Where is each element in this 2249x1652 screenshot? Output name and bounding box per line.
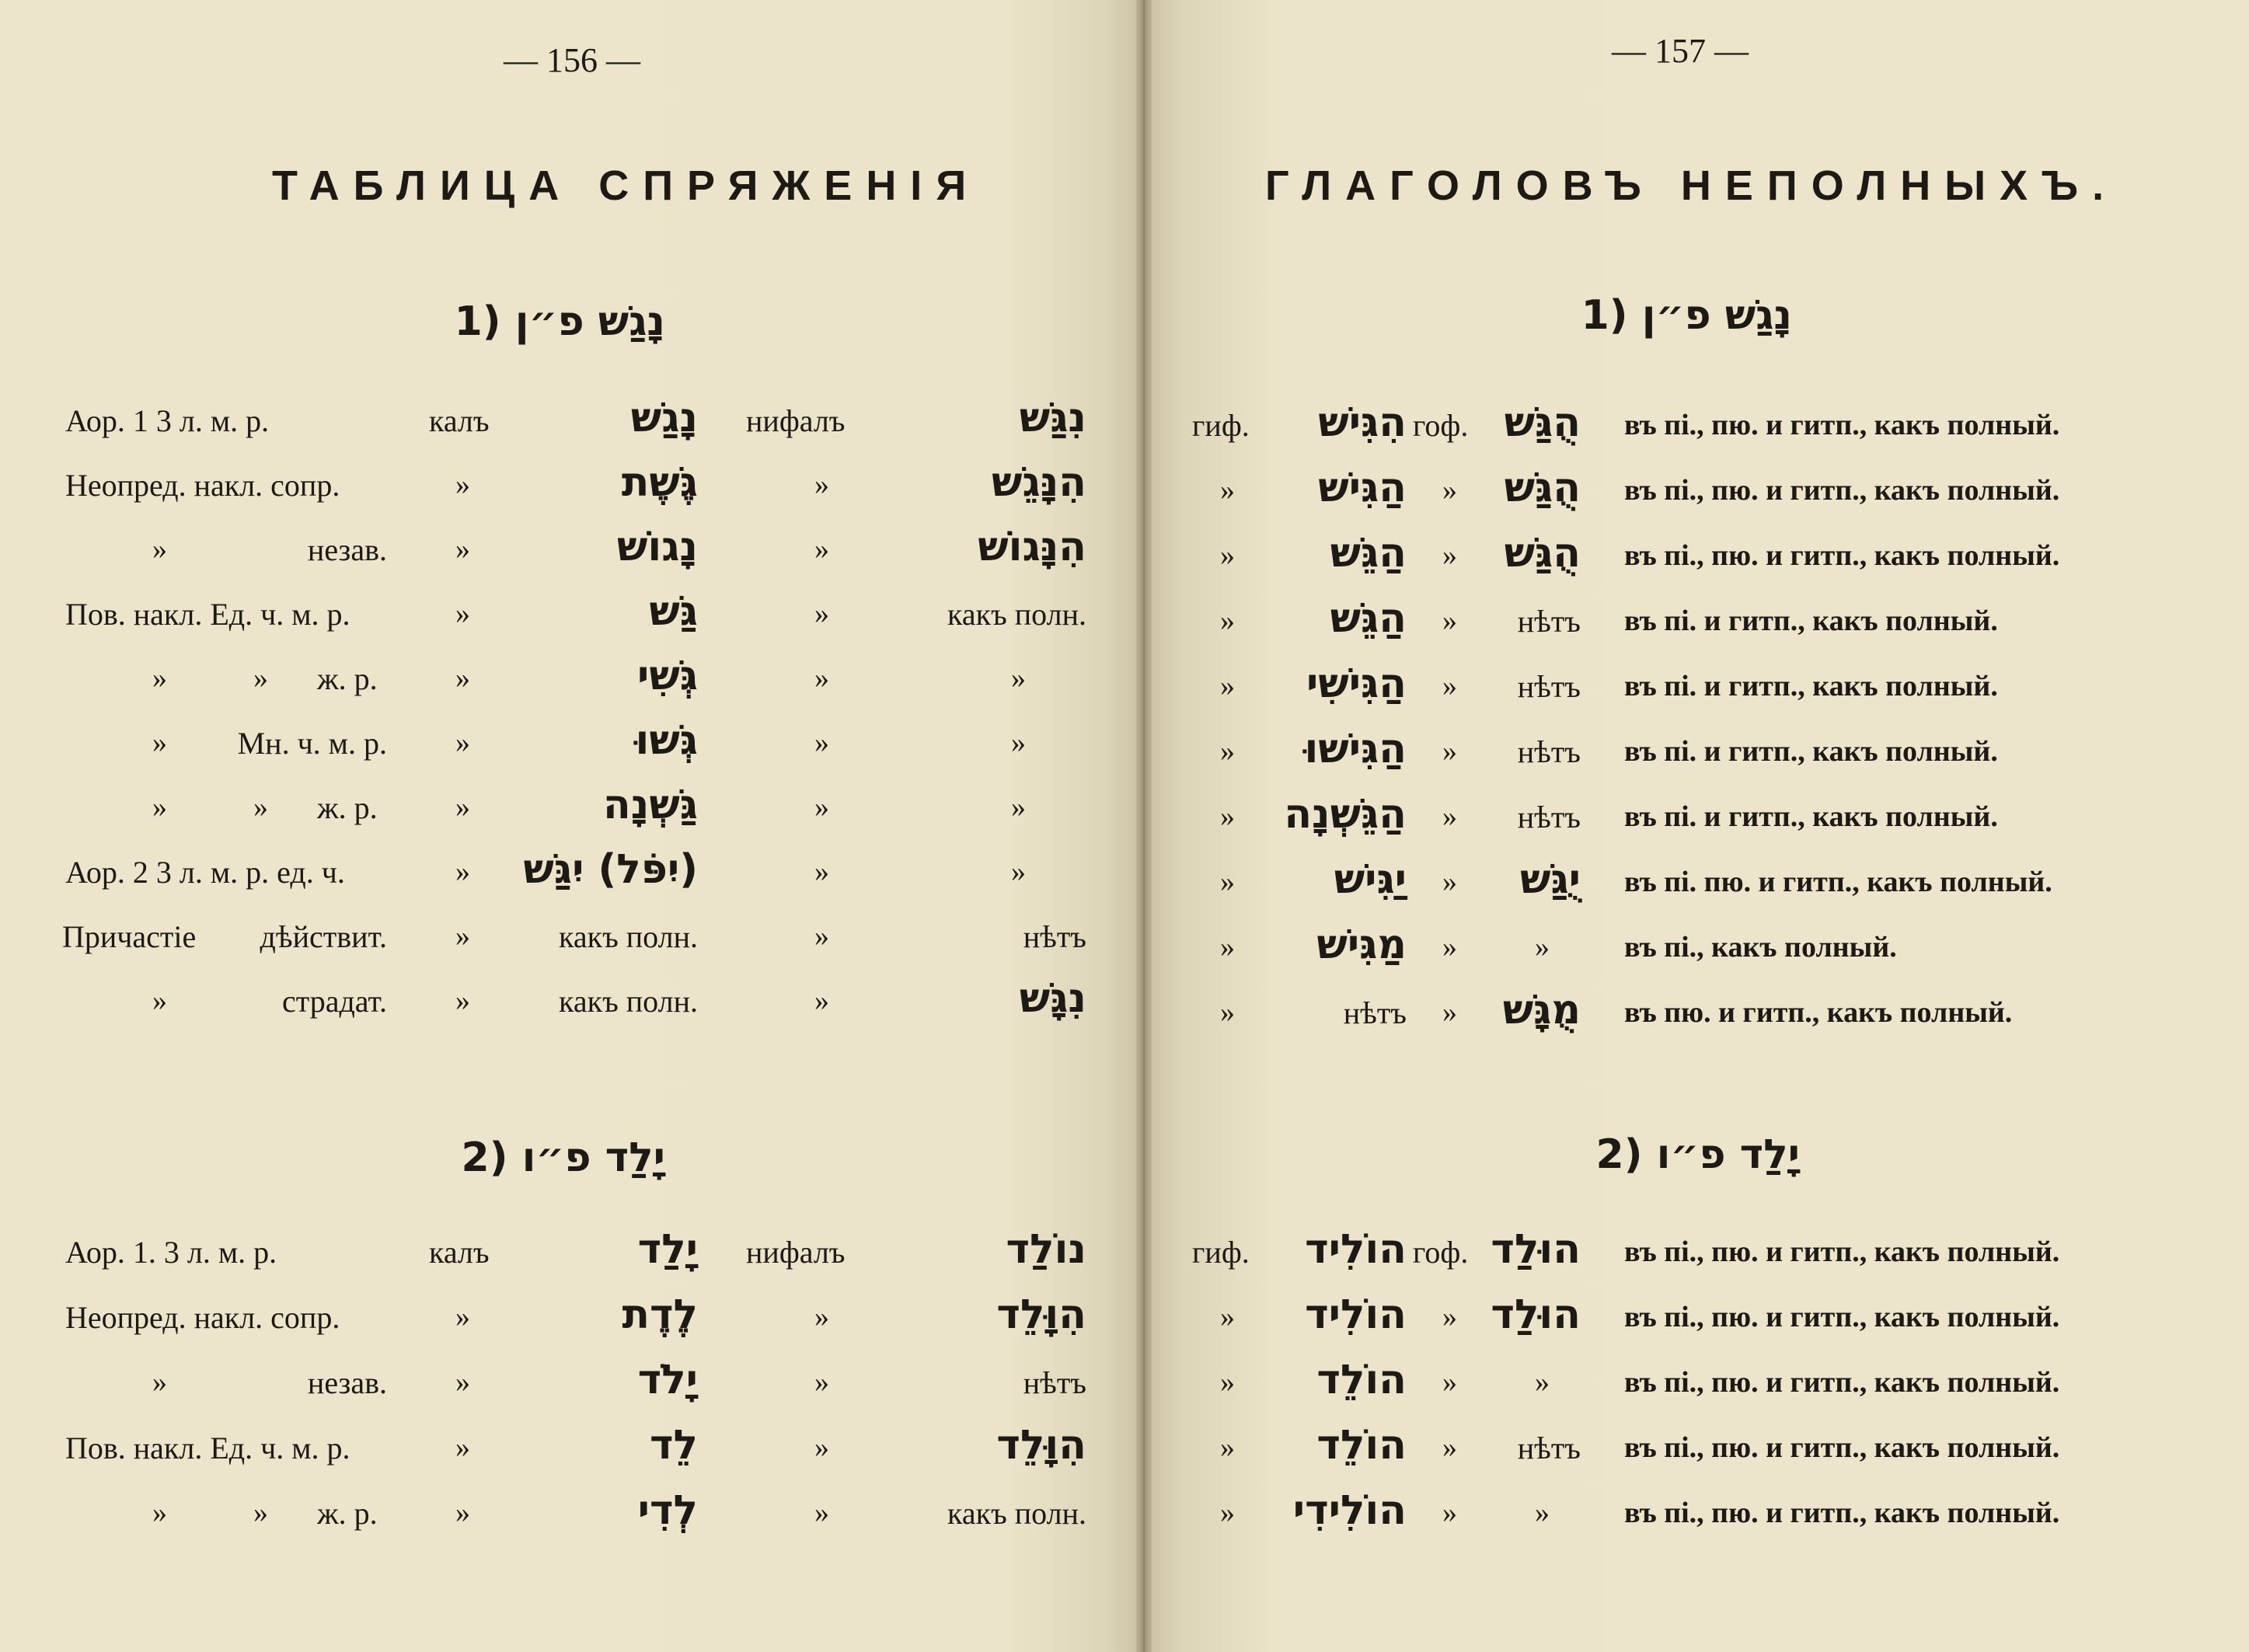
heb1-cell: לֶדֶת bbox=[622, 1291, 698, 1338]
note-cell: въ пі. и гитп., какъ полный. bbox=[1624, 735, 1998, 768]
note-cell: въ пі., пю. и гитп., какъ полный. bbox=[1624, 1236, 2060, 1268]
note-cell: въ пі., пю. и гитп., какъ полный. bbox=[1624, 1301, 2060, 1333]
book-spine bbox=[1136, 0, 1152, 1652]
heb2-cell: נוֹלַד bbox=[1006, 1226, 1086, 1273]
heb2-cell: » bbox=[1011, 856, 1026, 888]
row-label: » bbox=[152, 985, 167, 1017]
heb1-cell: גַּשְׁנָה bbox=[603, 782, 698, 828]
heb1-cell: הוֹלֵד bbox=[1316, 1357, 1407, 1403]
note-cell: въ пі., пю. и гитп., какъ полный. bbox=[1624, 1497, 2060, 1529]
heb2-cell: какъ полн. bbox=[947, 597, 1086, 632]
col-gif: » bbox=[1220, 1366, 1235, 1399]
col1-cell: » bbox=[455, 1366, 470, 1399]
col-gif: » bbox=[1220, 474, 1235, 507]
row-label: страдат. bbox=[281, 984, 387, 1019]
col1-cell: » bbox=[455, 985, 470, 1017]
col2-cell: » bbox=[814, 662, 829, 695]
row-label: Аор. 1 3 л. м. р. bbox=[65, 403, 270, 438]
heb2-cell: нѣтъ bbox=[1517, 734, 1581, 769]
row-label: Аор. 2 3 л. м. р. ед. ч. bbox=[65, 855, 345, 890]
heb1-cell: (יִפֹּל) יִגַּשׁ bbox=[523, 846, 698, 893]
col2-cell: » bbox=[814, 598, 829, 630]
heb1-cell: הַגֵּשׁ bbox=[1330, 595, 1407, 642]
col2-cell: » bbox=[814, 1366, 829, 1399]
note-cell: въ пі., пю. и гитп., какъ полный. bbox=[1624, 539, 2060, 572]
col2-cell: » bbox=[814, 985, 829, 1017]
col-gof: » bbox=[1442, 800, 1457, 833]
heb1-cell: יַגִּישׁ bbox=[1334, 856, 1407, 903]
col1-cell: » bbox=[455, 856, 470, 888]
col1-cell: » bbox=[455, 469, 470, 501]
col-gif: » bbox=[1220, 800, 1235, 833]
heb2-cell: » bbox=[1535, 1497, 1550, 1529]
col1-cell: » bbox=[455, 598, 470, 630]
row-label: » bbox=[253, 662, 268, 695]
heb2-cell: נִגַּשׁ bbox=[1019, 395, 1086, 441]
col2-cell: » bbox=[814, 791, 829, 824]
row-label: незав. bbox=[307, 532, 387, 567]
section2-heading-right: 2) יָלַד פ״ו bbox=[1595, 1131, 1800, 1178]
heb2-cell: нѣтъ bbox=[1517, 800, 1581, 835]
row-label: » bbox=[152, 533, 167, 566]
note-cell: въ пі., пю. и гитп., какъ полный. bbox=[1624, 474, 2060, 507]
col-gof: » bbox=[1442, 474, 1457, 507]
heb2-cell: הִוָּלֵד bbox=[996, 1291, 1086, 1338]
heb2-cell: הוּלַד bbox=[1491, 1226, 1581, 1273]
row-label: » bbox=[253, 791, 268, 824]
heb1-cell: נָגוֹשׁ bbox=[616, 524, 698, 570]
heb2-cell: הֻגַּשׁ bbox=[1504, 399, 1581, 446]
col2-cell: » bbox=[814, 1301, 829, 1333]
col-gof: » bbox=[1442, 605, 1457, 637]
col-gif: » bbox=[1220, 605, 1235, 637]
note-cell: въ пю. и гитп., какъ полный. bbox=[1624, 996, 2013, 1029]
heb2-cell: » bbox=[1535, 1366, 1550, 1399]
col1-cell: калъ bbox=[429, 403, 490, 438]
col-gif: » bbox=[1220, 539, 1235, 572]
note-cell: въ пі., пю. и гитп., какъ полный. bbox=[1624, 409, 2060, 441]
row-label: ж. р. bbox=[317, 1496, 378, 1531]
row-label: незав. bbox=[307, 1365, 387, 1400]
col2-cell: » bbox=[814, 920, 829, 953]
row-label: » bbox=[253, 1497, 268, 1529]
row-label: Аор. 1. 3 л. м. р. bbox=[65, 1235, 277, 1270]
heb2-cell: нѣтъ bbox=[1517, 669, 1581, 704]
heb1-cell: הַגִּישׁ bbox=[1318, 465, 1407, 511]
col2-cell: » bbox=[814, 1431, 829, 1464]
note-cell: въ пі., пю. и гитп., какъ полный. bbox=[1624, 1431, 2060, 1464]
row-label: Причастіе bbox=[62, 919, 197, 954]
row-label: ж. р. bbox=[317, 790, 378, 825]
col-gof: » bbox=[1442, 1301, 1457, 1333]
col2-cell: » bbox=[814, 469, 829, 501]
heb1-cell: הַגִּישִׁי bbox=[1306, 660, 1407, 707]
row-label: дѣйствит. bbox=[260, 919, 387, 954]
col-gif: » bbox=[1220, 996, 1235, 1029]
section1-heading-right: 1) נָגַשׁ פ״ן bbox=[1581, 292, 1792, 339]
title-right: ГЛАГОЛОВЪ НЕПОЛНЫХЪ. bbox=[1265, 162, 2118, 209]
heb2-cell: нѣтъ bbox=[1023, 1365, 1086, 1400]
row-label: Мн. ч. м. р. bbox=[237, 726, 387, 761]
col2-cell: » bbox=[814, 856, 829, 888]
heb1-cell: יָלֹד bbox=[637, 1357, 698, 1403]
col1-cell: калъ bbox=[429, 1235, 490, 1270]
row-label: » bbox=[152, 662, 167, 695]
col1-cell: » bbox=[455, 533, 470, 566]
col-gif: » bbox=[1220, 1301, 1235, 1333]
col-gof: » bbox=[1442, 670, 1457, 702]
heb1-cell: הוֹלִידִי bbox=[1292, 1487, 1407, 1534]
col2-cell: » bbox=[814, 727, 829, 759]
col-gif: » bbox=[1220, 670, 1235, 702]
title-left: ТАБЛИЦА СПРЯЖЕНІЯ bbox=[272, 162, 981, 209]
col2-cell: » bbox=[814, 533, 829, 566]
heb1-cell: הִגִּישׁ bbox=[1318, 399, 1407, 446]
heb1-cell: מַגִּישׁ bbox=[1316, 922, 1407, 968]
heb2-cell: נִגָּשׁ bbox=[1019, 975, 1086, 1022]
heb1-cell: גְּשׁוּ bbox=[635, 717, 698, 764]
heb2-cell: הִנָּגֵשׁ bbox=[992, 459, 1086, 506]
col2-cell: нифалъ bbox=[746, 1235, 846, 1270]
col-gof: » bbox=[1442, 996, 1457, 1029]
section2-heading-left: 2) יָלַד פ״ו bbox=[461, 1134, 665, 1181]
row-label: » bbox=[152, 791, 167, 824]
heb2-cell: יֻגַּשׁ bbox=[1520, 856, 1581, 903]
heb2-cell: » bbox=[1011, 727, 1026, 759]
col1-cell: » bbox=[455, 1497, 470, 1529]
row-label: Неопред. накл. сопр. bbox=[65, 468, 340, 503]
heb2-cell: » bbox=[1011, 662, 1026, 695]
col-gof: » bbox=[1442, 931, 1457, 964]
heb2-cell: какъ полн. bbox=[947, 1496, 1086, 1531]
note-cell: въ пі., пю. и гитп., какъ полный. bbox=[1624, 1366, 2060, 1399]
heb1-cell: הוֹלִיד bbox=[1305, 1226, 1407, 1273]
col2-cell: » bbox=[814, 1497, 829, 1529]
heb1-cell: גְּשִׁי bbox=[637, 653, 698, 699]
heb1-cell: הַגִּישׁוּ bbox=[1304, 726, 1407, 772]
col-gof: » bbox=[1442, 866, 1457, 898]
col-gif: » bbox=[1220, 866, 1235, 898]
col-gof: » bbox=[1442, 735, 1457, 768]
col-gof: » bbox=[1442, 539, 1457, 572]
heb2-cell: מֻגָּשׁ bbox=[1502, 987, 1581, 1033]
col-gof: » bbox=[1442, 1497, 1457, 1529]
heb1-cell: какъ полн. bbox=[559, 984, 698, 1019]
heb2-cell: » bbox=[1011, 791, 1026, 824]
row-label: » bbox=[152, 1497, 167, 1529]
heb1-cell: יָלַד bbox=[637, 1226, 698, 1273]
col-gif: гиф. bbox=[1192, 408, 1250, 443]
heb2-cell: הֻגַּשׁ bbox=[1504, 530, 1581, 577]
heb1-cell: הוֹלִיד bbox=[1305, 1291, 1407, 1338]
col-gif: гиф. bbox=[1192, 1235, 1250, 1270]
row-label: Неопред. накл. сопр. bbox=[65, 1300, 340, 1335]
heb2-cell: нѣтъ bbox=[1517, 1431, 1581, 1466]
row-label: » bbox=[152, 1366, 167, 1399]
heb1-cell: הַגֵּשׁ bbox=[1330, 530, 1407, 577]
col1-cell: » bbox=[455, 1301, 470, 1333]
heb1-cell: לְדִי bbox=[637, 1487, 698, 1534]
note-cell: въ пі. пю. и гитп., какъ полный. bbox=[1624, 866, 2052, 898]
heb2-cell: הִנָּגוֹשׁ bbox=[978, 524, 1086, 570]
page-number-right: — 157 — bbox=[1612, 32, 1749, 70]
heb2-cell: הוּלַד bbox=[1491, 1291, 1581, 1338]
row-label: ж. р. bbox=[317, 661, 378, 696]
row-label: » bbox=[152, 727, 167, 759]
heb1-cell: какъ полн. bbox=[559, 919, 698, 954]
note-cell: въ пі. и гитп., какъ полный. bbox=[1624, 605, 1998, 637]
col-gof: гоф. bbox=[1413, 408, 1469, 443]
note-cell: въ пі., какъ полный. bbox=[1624, 931, 1897, 964]
heb2-cell: нѣтъ bbox=[1023, 919, 1086, 954]
note-cell: въ пі. и гитп., какъ полный. bbox=[1624, 670, 1998, 702]
heb1-cell: הוֹלֵד bbox=[1316, 1422, 1407, 1469]
col1-cell: » bbox=[455, 920, 470, 953]
col1-cell: » bbox=[455, 791, 470, 824]
heb1-cell: нѣтъ bbox=[1343, 995, 1407, 1030]
heb2-cell: нѣтъ bbox=[1517, 604, 1581, 639]
col1-cell: » bbox=[455, 727, 470, 759]
row-label: Пов. накл. Ед. ч. м. р. bbox=[65, 1431, 350, 1466]
col-gif: » bbox=[1220, 735, 1235, 768]
col1-cell: » bbox=[455, 1431, 470, 1464]
heb1-cell: הַגֵּשְׁנָה bbox=[1284, 791, 1407, 838]
col-gof: гоф. bbox=[1413, 1235, 1469, 1270]
heb2-cell: הֻגַּשׁ bbox=[1504, 465, 1581, 511]
col-gof: » bbox=[1442, 1431, 1457, 1464]
heb1-cell: נָגַשׁ bbox=[630, 395, 698, 441]
note-cell: въ пі. и гитп., какъ полный. bbox=[1624, 800, 1998, 833]
heb1-cell: לֵד bbox=[649, 1422, 698, 1469]
col-gof: » bbox=[1442, 1366, 1457, 1399]
heb1-cell: גֶּשֶׁת bbox=[621, 459, 698, 506]
heb1-cell: גַּשׁ bbox=[649, 588, 698, 635]
page-number-left: — 156 — bbox=[504, 41, 640, 79]
heb2-cell: » bbox=[1535, 931, 1550, 964]
col-gif: » bbox=[1220, 1431, 1235, 1464]
col2-cell: нифалъ bbox=[746, 403, 846, 438]
col-gif: » bbox=[1220, 1497, 1235, 1529]
heb2-cell: הִוָּלֵד bbox=[996, 1422, 1086, 1469]
col1-cell: » bbox=[455, 662, 470, 695]
row-label: Пов. накл. Ед. ч. м. р. bbox=[65, 597, 350, 632]
col-gif: » bbox=[1220, 931, 1235, 964]
section1-heading-left: 1) נָגַשׁ פ״ן bbox=[454, 298, 665, 345]
